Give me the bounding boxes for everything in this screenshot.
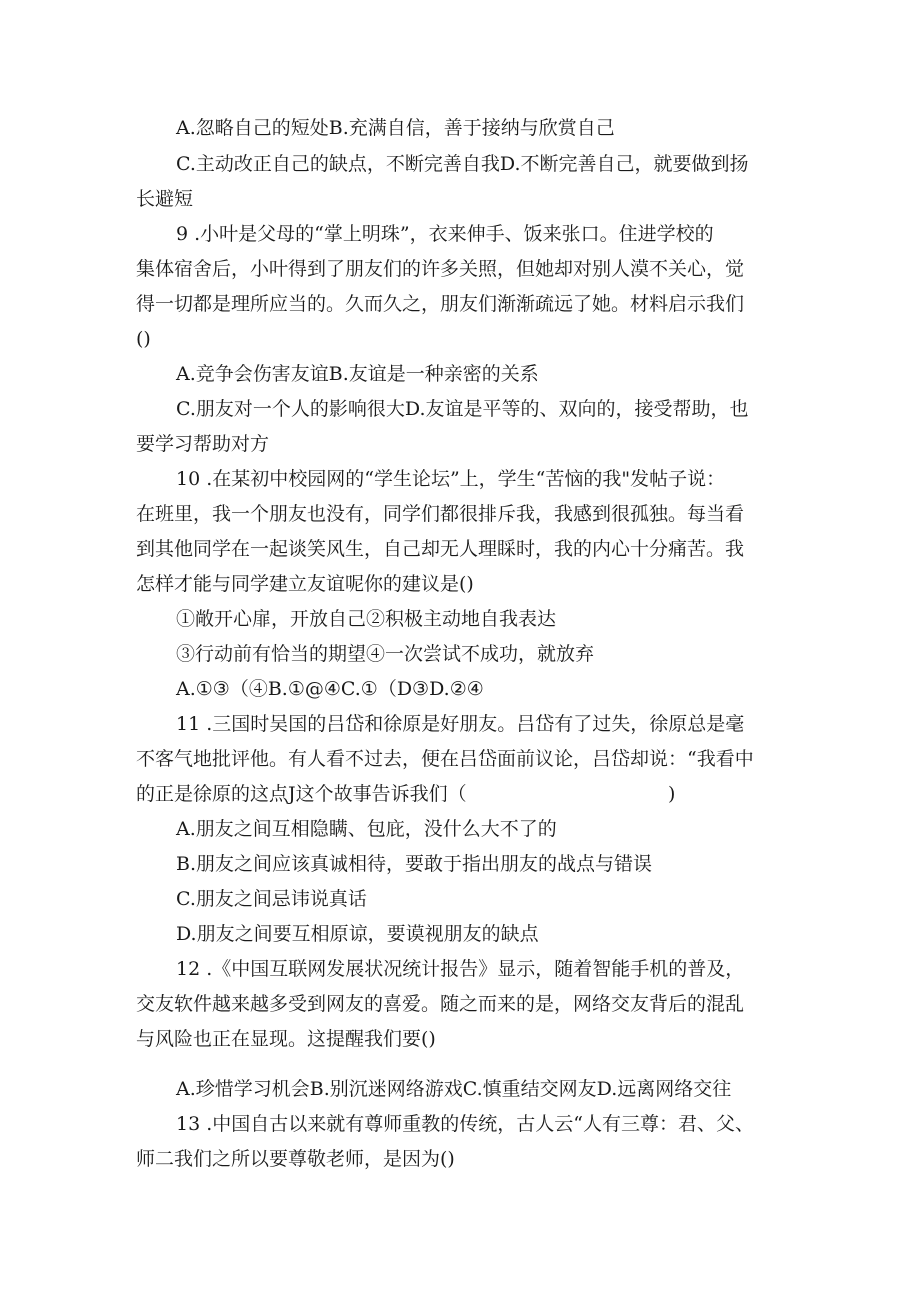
q11-stem-3: 的正是徐原的这点J这个故事告诉我们（ xyxy=(136,783,467,805)
q12-stem-3: 与风险也正在显现。这提醒我们要() xyxy=(136,1028,436,1050)
q11-stem-1: 11 .三国时吴国的吕岱和徐原是好朋友。吕岱有了过失，徐原总是毫 xyxy=(176,713,745,735)
q10-statements-12: ①敞开心扉，开放自己②积极主动地自我表达 xyxy=(176,608,557,630)
q12-options: A.珍惜学习机会B.别沉迷网络游戏C.慎重结交网友D.远离网络交往 xyxy=(176,1078,732,1100)
q10-stem-4: 怎样才能与同学建立友谊呢你的建议是() xyxy=(136,573,474,595)
q9-stem-3: 得一切都是理所应当的。久而久之，朋友们渐渐疏远了她。材料启示我们 xyxy=(136,293,745,315)
q11-option-c: C.朋友之间忌讳说真话 xyxy=(176,888,367,910)
q9-stem-2: 集体宿舍后，小叶得到了朋友们的许多关照，但她却对别人漠不关心，觉 xyxy=(136,258,745,280)
q8-option-cd: C.主动改正自己的缺点，不断完善自我D.不断完善自己，就要做到扬 xyxy=(176,153,749,175)
q12-stem-1: 12 .《中国互联网发展状况统计报告》显示，随着智能手机的普及， xyxy=(176,958,745,980)
q10-stem-2: 在班里，我一个朋友也没有，同学们都很排斥我，我感到很孤独。每当看 xyxy=(136,503,745,525)
q11-stem-2: 不客气地批评他。有人看不过去，便在吕岱面前议论，吕岱却说：“我看中 xyxy=(136,748,754,770)
q8-option-ab: A.忽略自己的短处B.充满自信，善于接纳与欣赏自己 xyxy=(176,117,615,139)
q13-stem-2: 师二我们之所以要尊敬老师，是因为() xyxy=(136,1148,455,1170)
q12-stem-2: 交友软件越来越多受到网友的喜爱。随之而来的是，网络交友背后的混乱 xyxy=(136,993,745,1015)
q9-stem-1: 9 .小叶是父母的“掌上明珠”，衣来伸手、饭来张口。住进学校的 xyxy=(176,223,714,245)
q10-statements-34: ③行动前有恰当的期望④一次尝试不成功，就放弃 xyxy=(176,643,595,665)
q11-option-b: B.朋友之间应该真诚相待，要敢于指出朋友的战点与错误 xyxy=(176,853,653,875)
q11-option-d: D.朋友之间要互相原谅，要谟视朋友的缺点 xyxy=(176,923,539,945)
q13-stem-1: 13 .中国自古以来就有尊师重教的传统，古人云“人有三尊：君、父、 xyxy=(176,1113,754,1135)
q8-option-d-cont: 长避短 xyxy=(136,188,194,210)
q11-option-a: A.朋友之间互相隐瞒、包庇，没什么大不了的 xyxy=(176,818,557,840)
q10-stem-1: 10 .在某初中校园网的“学生论坛”上，学生“苦恼的我"发帖子说： xyxy=(176,468,726,490)
q9-option-d-cont: 要学习帮助对方 xyxy=(136,433,270,455)
q9-answer-blank: () xyxy=(136,328,151,350)
q9-option-cd: C.朋友对一个人的影响很大D.友谊是平等的、双向的，接受帮助，也 xyxy=(176,398,749,420)
q9-option-ab: A.竞争会伤害友谊B.友谊是一种亲密的关系 xyxy=(176,363,539,385)
q10-stem-3: 到其他同学在一起谈笑风生，自己却无人理睬时，我的内心十分痛苦。我 xyxy=(136,538,745,560)
q10-options: A.①③（④B.①@④C.①（D③D.②④ xyxy=(176,678,484,700)
q11-blank-close: ) xyxy=(668,783,676,805)
